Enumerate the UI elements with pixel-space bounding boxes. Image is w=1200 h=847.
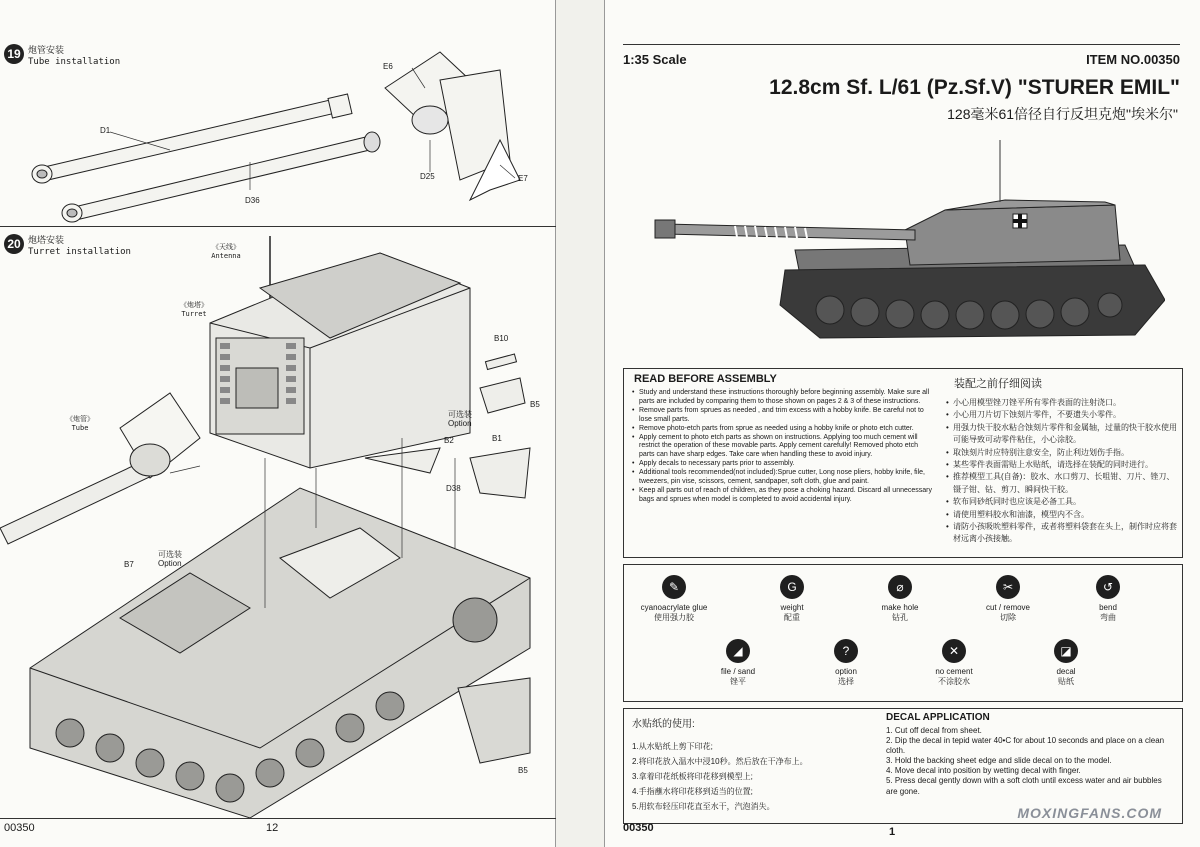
step-number: 20: [4, 234, 24, 254]
list-item: • Apply decals to necessary parts prior to assembly.: [632, 460, 932, 469]
list-item: • 请防小孩吸吮塑料零件，或者将塑料袋套在头上，制作时应将套材远离小孩接触。: [946, 521, 1178, 546]
book-gutter: [556, 0, 604, 847]
list-item: • 取蚀刻片时应特别注意安全，防止利边划伤手指。: [946, 447, 1178, 459]
list-item: 1.从水贴纸上剪下印花;: [632, 742, 713, 751]
tube-part: [0, 393, 200, 544]
weight-icon: G: [780, 575, 804, 599]
list-item: 4.手指蘸水将印花移到适当的位置;: [632, 787, 753, 796]
part-label-e7: E7: [518, 174, 528, 183]
bend-icon: ↺: [1096, 575, 1120, 599]
page-title: 12.8cm Sf. L/61 (Pz.Sf.V) "STURER EMIL": [769, 76, 1180, 99]
scale-label: 1:35 Scale: [623, 52, 687, 67]
list-item: • 小心用刀片切下蚀刻片零件，不要遗失小零件。: [946, 409, 1178, 421]
make-hole-icon: ⌀: [888, 575, 912, 599]
list-item: • 某些零件表面需贴上水贴纸，请选择在装配的同时进行。: [946, 459, 1178, 471]
footer-code: 00350: [623, 822, 654, 834]
part-label-d38: D38: [446, 484, 461, 493]
part-label-d25: D25: [420, 172, 435, 181]
no-cement-icon: ✕: [942, 639, 966, 663]
decal-steps-cn: [632, 739, 872, 814]
list-item: • 用强力快干胶水粘合蚀刻片零件和金属轴，过量的快干胶水使用可能导致可动零件粘住，小心涂胶。: [946, 422, 1178, 447]
part-label-d36: D36: [245, 196, 260, 205]
list-item: • Remove parts from sprues as needed , and trim excess with a hobby knife. Be careful not to lose small parts.: [632, 407, 932, 425]
legend-item: ⌀ make hole 钻孔: [850, 575, 950, 623]
list-item: 3. Hold the backing sheet edge and slide decal on to the model.: [886, 756, 1112, 766]
legend-item: ✕ no cement 不涂胶水: [904, 639, 1004, 687]
barrel-d1: [32, 94, 352, 183]
list-item: 3.拿着印花纸板将印花移到模型上;: [632, 772, 753, 781]
tank-illustration: [645, 140, 1165, 340]
part-label-e6: E6: [383, 62, 393, 71]
decal-heading: DECAL APPLICATION: [886, 712, 990, 723]
footer-code: 00350: [4, 822, 35, 834]
list-item: 5.用软布轻压印花直至水干，汽泡消失。: [632, 802, 775, 811]
read-before-list-cn: [946, 397, 1178, 546]
list-item: • Apply cement to photo etch parts as shown on instructions. Applying too much cement will restrict the operation of these movable parts. Apply cement carefully! Removed photo etch parts can have sharp edges. Take care when handling these to avoid injury.: [632, 434, 932, 461]
list-item: 5. Press decal gently down with a soft cloth until excess water and air bubbles are gone.: [886, 776, 1162, 796]
step-divider: [0, 226, 556, 227]
legend-item: ✂ cut / remove 切除: [958, 575, 1058, 623]
read-before-heading-cn: 装配之前仔细阅读: [954, 378, 1042, 390]
legend-item: ✎ cyanoacrylate glue 使用强力胶: [624, 575, 724, 623]
page-title-cn: 128毫米61倍径自行反坦克炮"埃米尔": [947, 106, 1178, 122]
legend-item: ↺ bend 弯曲: [1058, 575, 1158, 623]
list-item: 1. Cut off decal from sheet.: [886, 726, 982, 735]
list-item: • Additional tools recommended(not included):Sprue cutter, Long nose pliers, hobby knife, file, tweezers, pin vise, scissors, cement, sandpaper, soft cloth, glue and paint.: [632, 469, 932, 487]
header-row: [623, 52, 1180, 67]
part-label-b1: B1: [492, 434, 502, 443]
part-label-b5-lower: B5: [518, 766, 528, 775]
list-item: • 推荐模型工具(自备)：胶水、水口剪刀、长咀钳、刀片、锉刀、镊子钳、钻、剪刀、瞬间快干胶。: [946, 471, 1178, 496]
decal-steps: [886, 726, 1166, 797]
tube-label: 《炮管》 Tube: [66, 415, 94, 432]
glue-icon: ✎: [662, 575, 686, 599]
instruction-page-1: [604, 0, 1200, 847]
step-title-cn: 炮塔安装: [28, 235, 65, 245]
list-item: • 小心用模型锉刀锉平所有零件表面的注射浇口。: [946, 397, 1178, 409]
list-item: • 请使用塑料胶水和油漆，模型内不含。: [946, 509, 1178, 521]
legend-item: ◪ decal 贴纸: [1016, 639, 1116, 687]
turret-label: 《炮塔》 Turret: [180, 301, 208, 318]
mantlet-plates: [385, 52, 520, 200]
item-number: ITEM NO.00350: [1086, 52, 1180, 67]
part-label-b7: B7: [124, 560, 134, 569]
site-watermark: MOXINGFANS.COM: [1017, 805, 1162, 821]
antenna-label: 《天线》 Antenna: [211, 243, 241, 260]
read-before-list: [632, 389, 932, 505]
legend-item: ? option 选择: [796, 639, 896, 687]
list-item: • Study and understand these instructions thoroughly before beginning assembly. Make sure all parts are included by comparing them to those shown on pages 2 & 3 of these instructions.: [632, 389, 932, 407]
footer-rule: [0, 818, 556, 819]
cut-remove-icon: ✂: [996, 575, 1020, 599]
tube-installation-diagram: [0, 40, 556, 225]
step-title-en: Tube installation: [28, 57, 121, 67]
page-number: 12: [266, 822, 279, 834]
header-rule: [623, 44, 1180, 45]
option-label-lower: 可选装 Option: [158, 550, 182, 568]
part-label-b5: B5: [530, 400, 540, 409]
read-before-heading: READ BEFORE ASSEMBLY: [634, 373, 777, 385]
option-icon: ?: [834, 639, 858, 663]
step-title-en: Turret installation: [28, 247, 131, 257]
read-before-assembly-box: [623, 368, 1183, 558]
turret-installation-diagram: [0, 228, 556, 822]
list-item: • Keep all parts out of reach of children, as they pose a choking hazard. Discard all unnecessary bags and sprues when model is completed to avoid accidental injury.: [632, 487, 932, 505]
page-number: 1: [889, 826, 896, 838]
part-label-d1: D1: [100, 126, 111, 135]
legend-item: ◢ file / sand 锉平: [688, 639, 788, 687]
step-title-cn: 炮管安装: [28, 45, 65, 55]
list-item: 4. Move decal into position by wetting decal with finger.: [886, 766, 1081, 776]
instruction-page-12: [0, 0, 556, 847]
decal-heading-cn: 水贴纸的使用:: [632, 719, 695, 730]
barrel-d36: [62, 132, 380, 222]
list-item: • Remove photo-etch parts from sprue as needed using a hobby knife or photo etch cutter.: [632, 425, 932, 434]
list-item: • 软布同砂纸同时也应该是必备工具。: [946, 496, 1178, 508]
part-label-b2: B2: [444, 436, 454, 445]
turret-part: [210, 253, 470, 468]
legend-item: G weight 配重: [742, 575, 842, 623]
option-label: 可选装 Option: [448, 410, 472, 428]
file-sand-icon: ◢: [726, 639, 750, 663]
decal-icon: ◪: [1054, 639, 1078, 663]
list-item: 2.将印花放入温水中浸10秒。然后放在干净布上。: [632, 757, 808, 766]
step-number: 19: [4, 44, 24, 64]
part-label-b10: B10: [494, 334, 509, 343]
symbol-legend-box: [623, 564, 1183, 702]
list-item: 2. Dip the decal in tepid water 40•C for about 10 seconds and place on a clean cloth.: [886, 736, 1165, 756]
